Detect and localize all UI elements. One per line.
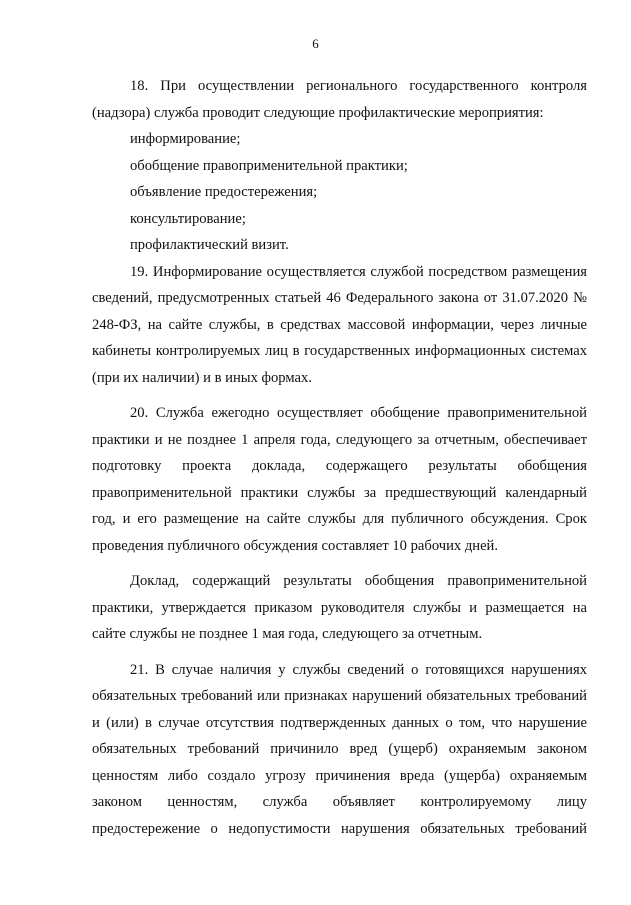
list-item: профилактический визит. [130, 237, 289, 253]
list-item: информирование; [130, 131, 241, 147]
document-body [92, 73, 587, 842]
paragraph-19: 19. Информирование осуществляется службой посредством размещения сведений, предусмотренных статьей 46 Федерального закона от 31.07.2020 № 248-ФЗ, на сайте службы, в средствах массовой информации, через личные кабинеты контролируемых лиц в государственных информационных системах (при их наличии) и в иных формах. [92, 263, 587, 386]
page-number: 6 [312, 36, 319, 51]
paragraph-20: 20. Служба ежегодно осуществляет обобщение правоприменительной практики и не позднее 1 апреля года, следующего за отчетным, обеспечивает подготовку проекта доклада, содержащего результаты обобщения правоприменительной практики службы за предшествующий календарный год, и его размещение на сайте службы для публичного обсуждения. Срок проведения публичного обсуждения составляет 10 рабочих дней. [92, 405, 587, 554]
paragraph-21: 21. В случае наличия у службы сведений о готовящихся нарушениях обязательных требований или признаках нарушений обязательных требований и (или) в случае отсутствия подтвержденных данных о том, что нарушение обязательных требований причинило вред (ущерб) охраняемым законом ценностям либо создало угрозу причинения вреда (ущерба) охраняемым законом ценностям, служба объявляет контролируемому лицу предостережение о недопустимости нарушения обязательных требований [92, 661, 587, 837]
list-item: консультирование; [130, 210, 246, 227]
list-item: обобщение правоприменительной практики; [130, 157, 408, 174]
paragraph-20-report: Доклад, содержащий результаты обобщения правоприменительной практики, утверждается приказом руководителя службы и размещается на сайте службы не позднее 1 мая года, следующего за отчетным. [92, 573, 587, 642]
list-item: объявление предостережения; [130, 184, 318, 200]
paragraph-18: 18. При осуществлении регионального государственного контроля (надзора) служба проводит следующие профилактические мероприятия: [92, 78, 587, 121]
